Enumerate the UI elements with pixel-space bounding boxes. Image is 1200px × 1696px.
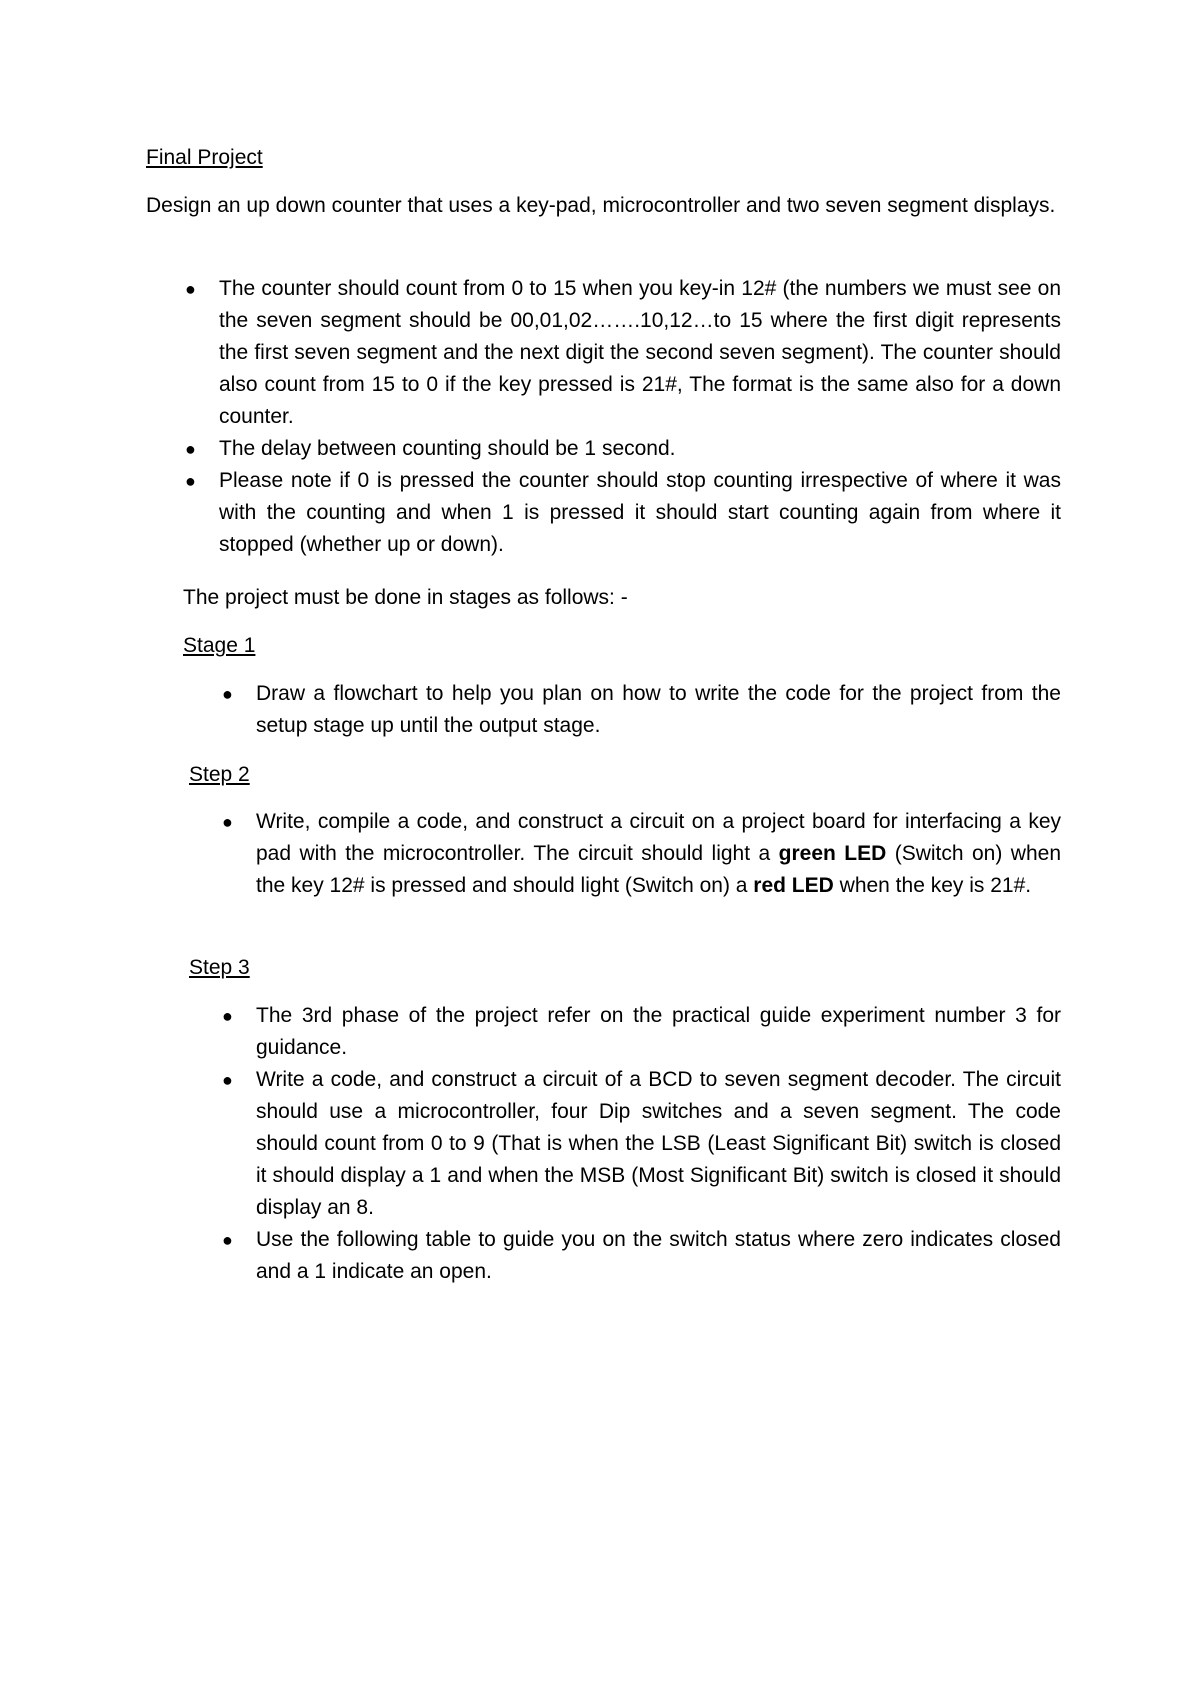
bullet-icon: ● xyxy=(222,1230,233,1250)
list-item-text: Draw a flowchart to help you plan on how to write the code for the project from the setup stage up until the output stage. xyxy=(256,682,1061,737)
list-item xyxy=(185,465,1061,561)
bullet-icon: ● xyxy=(222,1006,233,1026)
bullet-icon: ● xyxy=(222,1070,233,1090)
bullet-icon: ● xyxy=(185,439,196,459)
list-item-text: Please note if 0 is pressed the counter should stop counting irrespective of where it was with the counting and when 1 is pressed it should start counting again from where it stopped (whether up or down). xyxy=(219,469,1061,556)
list-item-text: Use the following table to guide you on the switch status where zero indicates closed and a 1 indicate an open. xyxy=(256,1228,1061,1283)
list-item xyxy=(222,1224,1061,1288)
list-item xyxy=(222,1000,1061,1064)
step3-heading: Step 3 xyxy=(189,956,250,979)
list-item xyxy=(185,273,1061,433)
bullet-icon: ● xyxy=(185,471,196,491)
bullet-icon: ● xyxy=(185,279,196,299)
list-item xyxy=(222,678,1061,742)
step2-text-part1: Write, compile a code, and construct a circuit on a project board for interfacing a key pad with the microcontroller. The circuit should light a xyxy=(256,810,1061,865)
stage1-bullet-list xyxy=(222,678,1061,742)
list-item-text: The counter should count from 0 to 15 when you key-in 12# (the numbers we must see on the seven segment should be 00,01,02…….10,12…to 15 where the first digit represents the first seven segment and the next digit the second seven segment). The counter should also count from 15 to 0 if the key pressed is 21#, The format is the same also for a down counter. xyxy=(219,277,1061,428)
stages-intro: The project must be done in stages as follows: - xyxy=(183,586,628,609)
list-item xyxy=(185,433,1061,465)
list-item xyxy=(222,1064,1061,1224)
list-item-text: The 3rd phase of the project refer on the practical guide experiment number 3 for guidance. xyxy=(256,1004,1061,1059)
green-led-text: green LED xyxy=(778,842,887,865)
bullet-icon: ● xyxy=(222,812,233,832)
step2-heading: Step 2 xyxy=(189,763,250,786)
step2-text-part2: (Switch on) when the key 12# is pressed and should light (Switch on) a xyxy=(256,842,1061,897)
step2-text-part3: when the key is 21#. xyxy=(833,874,1032,897)
step3-bullet-list xyxy=(222,1000,1061,1288)
stage1-heading: Stage 1 xyxy=(183,634,256,657)
list-item xyxy=(222,806,1061,902)
list-item-text: Write a code, and construct a circuit of a BCD to seven segment decoder. The circuit should use a microcontroller, four Dip switches and a seven segment. The code should count from 0 to 9 (That is when the LSB (Least Significant Bit) switch is closed it should display a 1 and when the MSB (Most Significant Bit) switch is closed it should display an 8. xyxy=(256,1068,1061,1219)
bullet-icon: ● xyxy=(222,684,233,704)
page-title: Final Project xyxy=(146,146,263,169)
intro-paragraph: Design an up down counter that uses a key-pad, microcontroller and two seven segment displays. xyxy=(146,194,1056,217)
list-item-text: The delay between counting should be 1 second. xyxy=(219,437,676,460)
step2-bullet-list xyxy=(222,806,1061,902)
main-bullet-list xyxy=(185,273,1061,561)
red-led-text: red LED xyxy=(753,874,834,897)
list-item-text xyxy=(256,810,1061,897)
